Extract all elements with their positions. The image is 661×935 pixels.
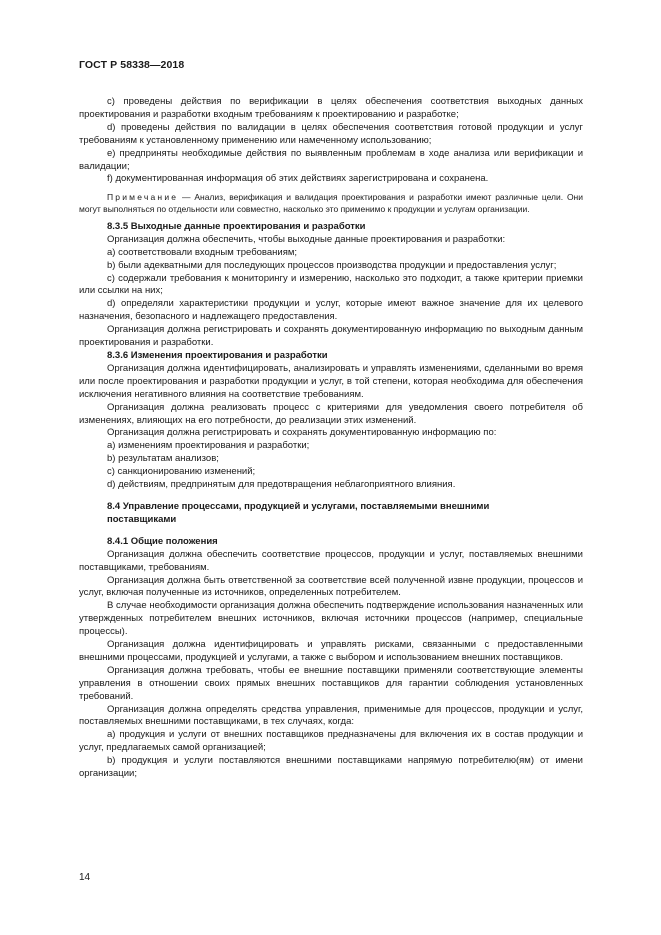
list-item-c: c) содержали требования к мониторингу и измерению, насколько это подходит, а также критерии приемки или ссылки на них;: [79, 272, 583, 297]
standard-header: ГОСТ Р 58338—2018: [79, 59, 185, 71]
list-item-a: a) соответствовали входным требованиям;: [107, 246, 298, 258]
list-item-c-verification: c) проведены действия по верификации в целях обеспечения соответствия выходных данных проектирования и разработки входным требованиям к проектированию и разработке;: [79, 96, 583, 120]
note-label: Примечание: [107, 192, 179, 203]
paragraph: Организация должна определять средства управления, применимые для процессов, продукции и услуг, поставляемых внешними поставщиками, в тех случаях, когда:: [79, 703, 583, 728]
paragraph: Организация должна обеспечить соответствие процессов, продукции и услуг, поставляемых внешними поставщиками, требованиям.: [79, 548, 583, 573]
paragraph: В случае необходимости организация должна обеспечить подтверждение использования назначенных или утвержденных потребителем внешних источников, включая источники процессов (например, специальные процессы).: [79, 600, 583, 638]
paragraph: Организация должна требовать, чтобы ее внешние поставщики применяли соответствующие элементы управления в отношении своих прямых внешних поставщиков для гарантии соблюдения установленных требований.: [79, 664, 583, 702]
note-paragraph: [79, 192, 583, 215]
list-item-b: b) результатам анализов;: [107, 453, 219, 465]
section-heading-835: 8.3.5 Выходные данные проектирования и разработки: [107, 220, 366, 232]
paragraph: Организация должна быть ответственной за соответствие всей полученной извне продукции, процессов и услуг, включая полученные из источников, определенных потребителем.: [79, 574, 583, 599]
list-item-a: a) продукция и услуги от внешних поставщиков предназначены для включения их в состав продукции и услуг, предлагаемых самой организацией;: [79, 729, 583, 754]
page-number: 14: [79, 872, 91, 883]
list-item-d: d) действиям, предпринятым для предотвращения неблагоприятного влияния.: [107, 479, 456, 491]
list-item-a: a) изменениям проектирования и разработки;: [107, 440, 310, 452]
list-item-e-actions: e) предприняты необходимые действия по выявленным проблемам в ходе анализа или верификации и валидации;: [79, 147, 583, 172]
list-item-b: b) были адекватными для последующих процессов производства продукции и предоставления услуг;: [107, 259, 557, 271]
paragraph: Организация должна идентифицировать и управлять рисками, связанными с предоставленными внешними процессами, продукцией и услугами, а также с выбором и использованием внешних поставщиков.: [79, 639, 583, 663]
paragraph: Организация должна идентифицировать, анализировать и управлять изменениями, сделанными во время или после проектирования и разработки продукции и услуг, в той степени, которая необходима для обеспечения исключения негативного влияния на соответствие требованиям.: [79, 362, 583, 400]
list-item-d: d) определяли характеристики продукции и услуг, которые имеют важное значение для их целевого назначения, безопасного и надлежащего предоставления.: [79, 298, 583, 323]
note-text: — Анализ, верификация и валидация проектирования и разработки имеют различные цели. Они могут выполняться по отдельности или совместно, насколько это применимо к продукции и услугам организации.: [79, 192, 583, 214]
paragraph: Организация должна регистрировать и сохранять документированную информацию по выходным данным проектирования и разработки.: [79, 324, 583, 349]
list-item-f-documented: f) документированная информация об этих действиях зарегистрирована и сохранена.: [107, 173, 489, 185]
list-item-b: b) продукция и услуги поставляются внешними поставщиками напрямую потребителю(ям) от имени организации;: [79, 755, 583, 780]
paragraph: Организация должна обеспечить, чтобы выходные данные проектирования и разработки:: [107, 233, 506, 245]
document-body: [79, 96, 583, 781]
section-heading-836: 8.3.6 Изменения проектирования и разработки: [107, 350, 328, 361]
paragraph: Организация должна регистрировать и сохранять документированную информацию по:: [107, 427, 497, 439]
section-heading-84: 8.4 Управление процессами, продукцией и услугами, поставляемыми внешними поставщиками: [107, 500, 490, 525]
section-heading-841: 8.4.1 Общие положения: [107, 535, 218, 547]
list-item-d-validation: d) проведены действия по валидации в целях обеспечения соответствия готовой продукции и услуг требованиям к установленному применению или намеченному использованию;: [79, 121, 583, 146]
paragraph: Организация должна реализовать процесс с критериями для уведомления своего потребителя об изменениях, влияющих на его потребности, до реализации этих изменений.: [79, 401, 583, 426]
list-item-c: c) санкционированию изменений;: [107, 466, 256, 478]
